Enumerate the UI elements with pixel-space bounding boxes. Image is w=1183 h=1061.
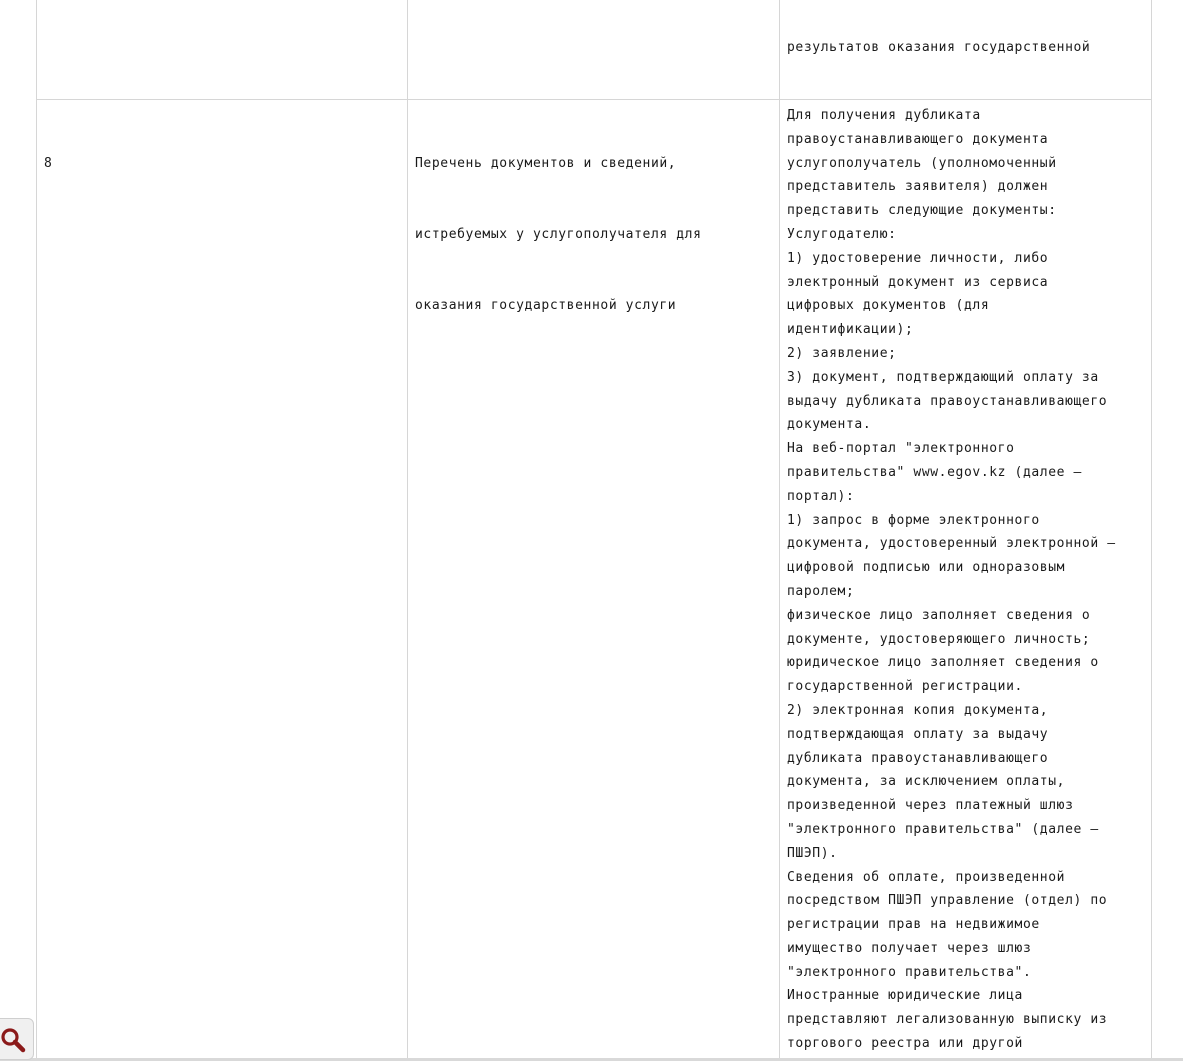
text-line: услугополучатель (уполномоченный xyxy=(787,155,1057,171)
text-line: имущество получает через шлюз xyxy=(787,940,1032,956)
text-line: 1) запрос в форме электронного xyxy=(787,512,1040,528)
text-line: юридическое лицо заполняет сведения о xyxy=(787,655,1099,671)
text-line: Иностранные юридические лица xyxy=(787,988,1023,1004)
text-line: торгового реестра или другой xyxy=(787,1036,1023,1052)
cell-text xyxy=(780,99,1151,1061)
text-line: Услугодателю: xyxy=(787,226,897,242)
text-line: произведенной через платежный шлюз xyxy=(787,798,1074,814)
text-line: Сведения об оплате, произведенной xyxy=(787,869,1066,885)
text-line: идентификации); xyxy=(787,322,914,338)
text-line: документа. xyxy=(787,417,872,433)
text-line: подтверждающая оплату за выдачу xyxy=(787,726,1049,742)
text-line: правоустанавливающего документа xyxy=(787,131,1049,147)
text-line: Для получения дубликата xyxy=(787,108,981,123)
title-line: оказания государственной услуги xyxy=(415,298,677,314)
text-line: 3) документ, подтверждающий оплату за xyxy=(787,369,1099,385)
cell-text xyxy=(780,0,1151,99)
text-line: На веб-портал "электронного xyxy=(787,441,1015,457)
text-line: документа, удостоверенный электронной – xyxy=(787,536,1116,552)
magnifier-icon xyxy=(0,1027,26,1053)
text-line: 2) заявление; xyxy=(787,345,897,361)
text-line: электронный документ из сервиса xyxy=(787,274,1049,290)
text-line: 1) удостоверение личности, либо xyxy=(787,250,1049,266)
text-line: представляют легализованную выписку из xyxy=(787,1012,1108,1028)
text-line: посредством ПШЭП управление (отдел) по xyxy=(787,893,1108,909)
text-line: цифровых документов (для xyxy=(787,298,990,314)
text-line: регистрации прав на недвижимое xyxy=(787,917,1040,933)
text-line: документе, удостоверяющего личность; xyxy=(787,631,1091,647)
text-line: дубликата правоустанавливающего xyxy=(787,750,1049,766)
text-line: представитель заявителя) должен xyxy=(787,179,1049,195)
text-line: физическое лицо заполняет сведения о xyxy=(787,607,1091,623)
text-line: портал): xyxy=(787,488,855,504)
cell-number xyxy=(37,0,408,99)
table-row-8 xyxy=(36,99,1152,1061)
search-button[interactable] xyxy=(0,1018,34,1060)
text-line: цифровой подписью или одноразовым xyxy=(787,560,1066,576)
text-line: паролем; xyxy=(787,583,855,599)
row-number: 8 xyxy=(44,155,53,171)
cell-title xyxy=(408,0,780,99)
title-line: Перечень документов и сведений, xyxy=(415,155,677,171)
title-line: истребуемых у услугополучателя для xyxy=(415,226,702,242)
text-line: 2) электронная копия документа, xyxy=(787,702,1049,718)
text-line: представить следующие документы: xyxy=(787,203,1057,219)
text-line: правительства" www.egov.kz (далее – xyxy=(787,464,1082,480)
text-line: "электронного правительства" (далее – xyxy=(787,821,1099,837)
text-line: "электронного правительства". xyxy=(787,964,1032,980)
text-line: документа, за исключением оплаты, xyxy=(787,774,1066,790)
cell-number xyxy=(37,99,408,1061)
text-line: выдачу дубликата правоустанавливающего xyxy=(787,393,1108,409)
text-line: государственной регистрации. xyxy=(787,679,1023,695)
text-line: ПШЭП). xyxy=(787,845,838,861)
table-row-previous xyxy=(36,0,1152,100)
cell-title xyxy=(408,99,780,1061)
text-line: результатов оказания государственной xyxy=(787,39,1091,55)
